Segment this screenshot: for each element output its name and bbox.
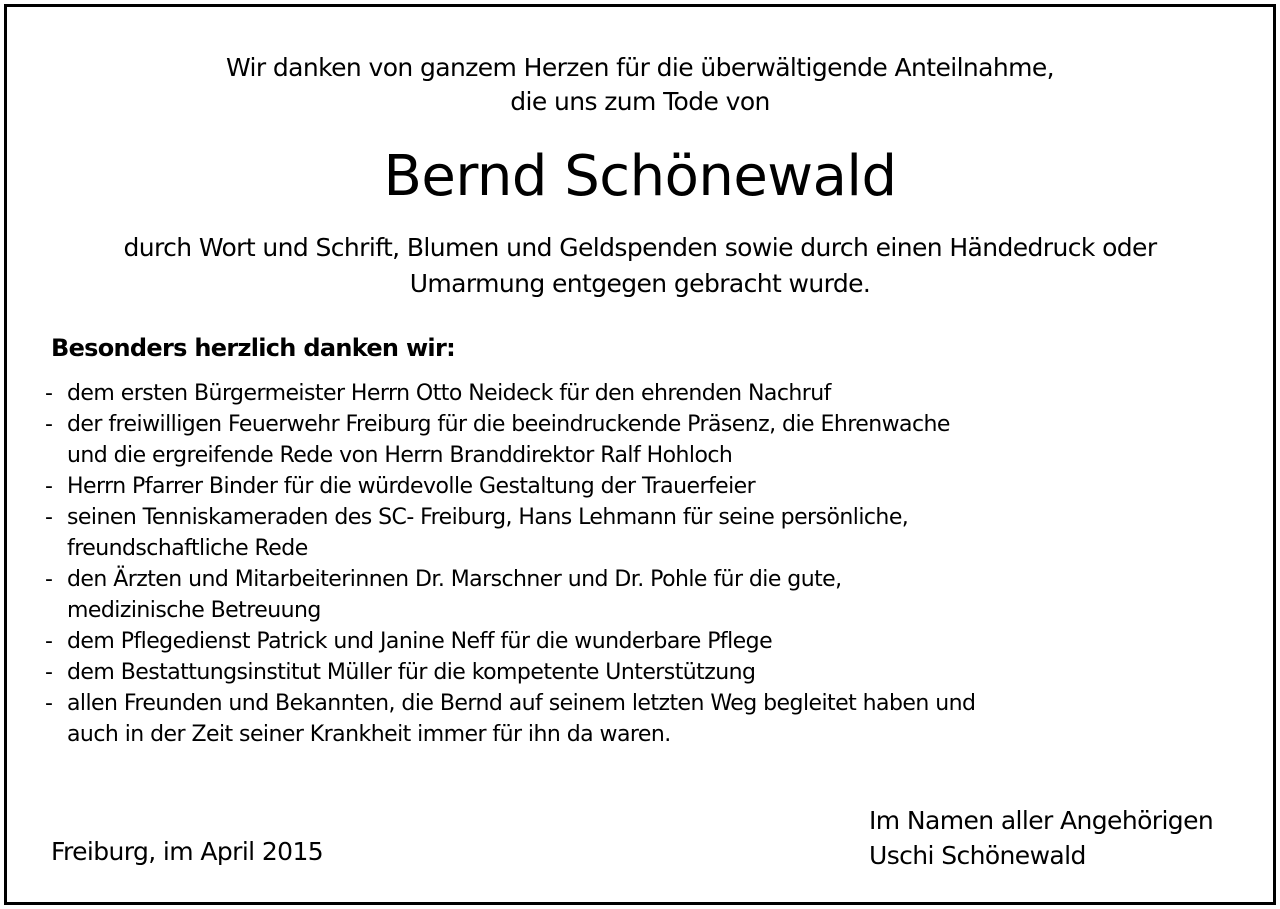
intro-line-2: die uns zum Tode von xyxy=(510,87,770,116)
thanks-item xyxy=(45,378,1145,409)
signature-block xyxy=(869,803,1213,873)
signature-line-2: Uschi Schönewald xyxy=(869,841,1086,870)
thanks-heading: Besonders herzlich danken wir: xyxy=(51,334,455,362)
thanks-item-line: der freiwilligen Feuerwehr Freiburg für die beeindruckende Präsenz, die Ehrenwache xyxy=(67,412,950,437)
thanks-item-line: freundschaftliche Rede xyxy=(67,536,308,561)
place-date: Freiburg, im April 2015 xyxy=(51,837,324,866)
tribute-text xyxy=(7,230,1273,302)
thanks-item-line: seinen Tenniskameraden des SC- Freiburg, Hans Lehmann für seine persönliche, xyxy=(67,505,909,530)
deceased-name: Bernd Schönewald xyxy=(383,144,897,209)
thanks-list xyxy=(45,378,1145,750)
obituary-notice xyxy=(4,4,1276,905)
thanks-item xyxy=(45,626,1145,657)
intro-line-1: Wir danken von ganzem Herzen für die überwältigende Anteilnahme, xyxy=(225,53,1055,82)
thanks-item xyxy=(45,409,1145,471)
list-dash: - xyxy=(45,381,53,406)
list-dash: - xyxy=(45,691,53,716)
tribute-line-1: durch Wort und Schrift, Blumen und Geldspenden sowie durch einen Händedruck oder xyxy=(123,233,1157,262)
thanks-item xyxy=(45,471,1145,502)
thanks-item-line: auch in der Zeit seiner Krankheit immer für ihn da waren. xyxy=(67,722,671,747)
thanks-item-line: dem Bestattungsinstitut Müller für die kompetente Unterstützung xyxy=(67,660,756,685)
intro-text xyxy=(7,51,1273,119)
list-dash: - xyxy=(45,412,53,437)
list-dash: - xyxy=(45,505,53,530)
tribute-line-2: Umarmung entgegen gebracht wurde. xyxy=(409,269,871,298)
thanks-item-line: und die ergreifende Rede von Herrn Branddirektor Ralf Hohloch xyxy=(67,443,733,468)
list-dash: - xyxy=(45,474,53,499)
thanks-item-line: Herrn Pfarrer Binder für die würdevolle Gestaltung der Trauerfeier xyxy=(67,474,756,499)
thanks-item-line: allen Freunden und Bekannten, die Bernd auf seinem letzten Weg begleitet haben und xyxy=(67,691,976,716)
thanks-item xyxy=(45,657,1145,688)
thanks-item xyxy=(45,502,1145,564)
thanks-item-line: den Ärzten und Mitarbeiterinnen Dr. Marschner und Dr. Pohle für die gute, xyxy=(67,567,842,592)
list-dash: - xyxy=(45,567,53,592)
list-dash: - xyxy=(45,660,53,685)
list-dash: - xyxy=(45,629,53,654)
thanks-item xyxy=(45,564,1145,626)
signature-line-1: Im Namen aller Angehörigen xyxy=(869,806,1214,835)
thanks-item xyxy=(45,688,1145,750)
thanks-item-line: medizinische Betreuung xyxy=(67,598,321,623)
thanks-item-line: dem ersten Bürgermeister Herrn Otto Neideck für den ehrenden Nachruf xyxy=(67,381,831,406)
thanks-item-line: dem Pflegedienst Patrick und Janine Neff für die wunderbare Pflege xyxy=(67,629,773,654)
